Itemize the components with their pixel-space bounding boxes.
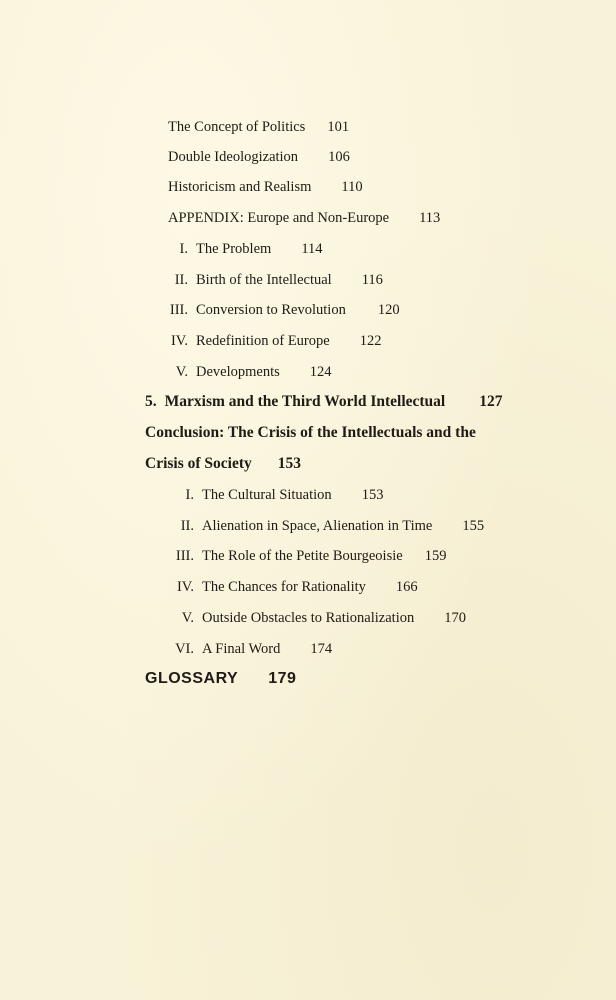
toc-subentry-number: V. [181,610,194,626]
toc-subentry-page: 155 [462,518,485,534]
toc-subentry[interactable] [162,301,400,319]
toc-subentry-page: 120 [377,302,400,318]
toc-subentry-title: Developments [196,364,280,380]
toc-subentry-number: IV. [176,579,194,595]
toc-subentry[interactable] [162,363,332,381]
toc-subentry-page: 174 [310,641,333,657]
toc-subentry-title: Birth of the Intellectual [196,272,332,288]
toc-subentry-page: 116 [361,272,383,288]
toc-subentry-title: Conversion to Revolution [196,302,346,318]
toc-subentry[interactable] [168,640,332,658]
toc-entry[interactable] [168,178,363,196]
toc-entry[interactable] [168,148,350,166]
toc-subentry-number: III. [169,302,188,318]
toc-chapter-number: 5. [145,393,157,410]
toc-subentry-page: 124 [309,364,332,380]
toc-subentry-number: I. [179,241,188,257]
toc-conclusion-line2[interactable] [145,455,301,473]
toc-chapter-page: 127 [479,393,503,410]
toc-subentry-title: The Role of the Petite Bourgeoisie [202,548,403,564]
toc-conclusion-page: 153 [277,455,302,472]
toc-subentry-page: 122 [359,333,382,349]
toc-subentry-title: Alienation in Space, Alienation in Time [202,518,433,534]
toc-subentry[interactable] [168,547,446,565]
toc-entry-title: Historicism and Realism [168,179,312,195]
toc-subentry-number: III. [175,548,194,564]
toc-chapter-title: Marxism and the Third World Intellectual [164,393,446,410]
toc-subentry-title: Outside Obstacles to Rationalization [202,610,415,626]
toc-subentry-number: II. [174,272,188,288]
toc-entry-page: 106 [328,149,350,165]
toc-subentry[interactable] [168,609,466,627]
toc-subentry-number: VI. [175,641,194,657]
toc-subentry-title: Redefinition of Europe [196,333,330,349]
toc-subentry[interactable] [162,271,383,289]
toc-subentry-page: 170 [444,610,466,626]
toc-subentry-title: The Cultural Situation [202,487,332,503]
toc-subentry-page: 159 [424,548,447,564]
toc-entry[interactable] [168,118,349,136]
toc-glossary-page: 179 [268,670,297,687]
toc-subentry-number: V. [175,364,188,380]
toc-subentry-title: The Problem [196,241,272,257]
toc-entry-page: 110 [341,179,363,195]
toc-subentry[interactable] [168,578,418,596]
toc-conclusion-title-line1: Conclusion: The Crisis of the Intellectuals and the [145,424,476,441]
toc-subentry-title: The Chances for Rationality [202,579,366,595]
toc-subentry-number: I. [185,487,194,503]
toc-glossary-title: GLOSSARY [145,670,239,687]
toc-subentry[interactable] [168,517,484,535]
toc-chapter[interactable] [145,393,502,411]
toc-entry-title: APPENDIX: Europe and Non-Europe [168,210,390,226]
toc-subentry-page: 153 [361,487,384,503]
toc-entry-appendix[interactable] [168,209,440,227]
toc-subentry-number: II. [180,518,194,534]
toc-entry-page: 101 [327,119,350,135]
toc-subentry-page: 114 [301,241,323,257]
toc-conclusion-title-line2: Crisis of Society [145,455,252,472]
toc-conclusion-line1[interactable] [145,424,476,442]
toc-subentry[interactable] [168,486,383,504]
toc-subentry-title: A Final Word [202,641,281,657]
toc-subentry-page: 166 [395,579,418,595]
toc-subentry[interactable] [162,240,323,258]
toc-subentry[interactable] [162,332,381,350]
toc-entry-title: The Concept of Politics [168,119,306,135]
toc-entry-page: 113 [419,210,441,226]
toc-glossary[interactable] [145,670,296,688]
toc-subentry-number: IV. [170,333,188,349]
toc-entry-title: Double Ideologization [168,149,299,165]
